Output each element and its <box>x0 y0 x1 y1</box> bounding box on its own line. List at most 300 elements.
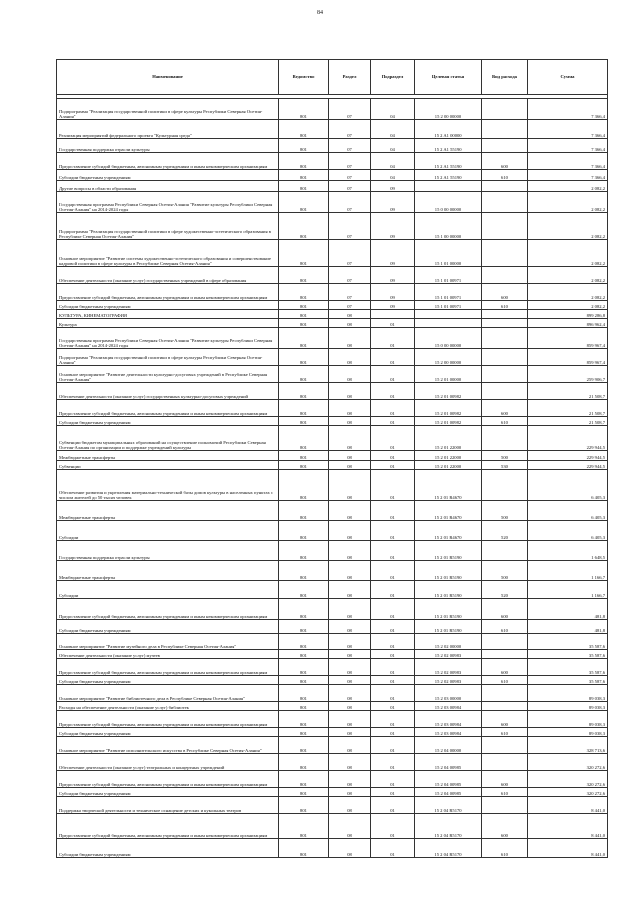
row-amount: 7 366,4 <box>528 170 608 181</box>
row-target-article: 15 2 01 R4670 <box>415 521 482 541</box>
row-target-article: 15 2 A1 00000 <box>415 120 482 139</box>
row-amount: 6 405,3 <box>528 501 608 521</box>
row-subsection: 04 <box>371 139 415 153</box>
row-target-article: 15 2 03 00984 <box>415 728 482 737</box>
row-expense-type: 600 <box>482 814 528 839</box>
row-section: 08 <box>329 501 371 521</box>
row-subsection: 01 <box>371 634 415 650</box>
table-row <box>57 400 608 417</box>
row-amount: 8 441,0 <box>528 797 608 814</box>
row-target-article: 15 1 01 00971 <box>415 284 482 301</box>
row-section: 08 <box>329 366 371 383</box>
table-row <box>57 153 608 170</box>
row-subsection: 01 <box>371 366 415 383</box>
row-target-article: 15 2 01 00982 <box>415 400 482 417</box>
row-amount: 1 166,7 <box>528 581 608 599</box>
row-department: 801 <box>279 659 329 676</box>
table-row <box>57 426 608 451</box>
table-row <box>57 366 608 383</box>
row-department: 801 <box>279 181 329 192</box>
row-name: Субсидии бюджетным учреждениям <box>57 788 279 797</box>
table-row <box>57 814 608 839</box>
row-subsection: 01 <box>371 521 415 541</box>
row-expense-type: 610 <box>482 620 528 634</box>
row-amount: 328 713,6 <box>528 737 608 754</box>
header-section: Раздел <box>329 60 371 95</box>
row-name: Предоставление субсидий бюджетным, автономным учреждениям и иным некоммерческим организациям <box>57 659 279 676</box>
row-subsection: 01 <box>371 737 415 754</box>
row-subsection: 01 <box>371 417 415 426</box>
header-subsection: Подраздел <box>371 60 415 95</box>
row-name: Культура <box>57 319 279 328</box>
row-amount: 481,8 <box>528 599 608 620</box>
row-name: Обеспечение развития и укрепления материально-технической базы домов культуры в населенных пунктах с числом жителей до 50 тысяч человек <box>57 470 279 501</box>
row-name: Предоставление субсидий бюджетным, автономным учреждениям и иным некоммерческим организациям <box>57 711 279 728</box>
row-amount: 229 944,5 <box>528 461 608 470</box>
row-department: 801 <box>279 581 329 599</box>
row-subsection: 01 <box>371 400 415 417</box>
row-amount: 8 441,0 <box>528 839 608 858</box>
table-row <box>57 541 608 561</box>
row-section: 08 <box>329 620 371 634</box>
row-target-article: 15 2 01 R5190 <box>415 581 482 599</box>
row-expense-type: 610 <box>482 301 528 310</box>
table-row <box>57 213 608 240</box>
row-target-article: 15 2 04 00000 <box>415 737 482 754</box>
row-subsection: 01 <box>371 650 415 659</box>
row-amount: 2 082,2 <box>528 213 608 240</box>
row-amount: 35 587,6 <box>528 676 608 685</box>
row-department: 801 <box>279 634 329 650</box>
row-amount: 1 166,7 <box>528 561 608 581</box>
row-expense-type: 610 <box>482 728 528 737</box>
row-department: 801 <box>279 310 329 319</box>
row-department: 801 <box>279 383 329 400</box>
row-name: Предоставление субсидий бюджетным, автономным учреждениям и иным некоммерческим организациям <box>57 771 279 788</box>
row-target-article: 15 2 04 00985 <box>415 788 482 797</box>
row-section: 07 <box>329 301 371 310</box>
table-row <box>57 634 608 650</box>
row-section: 07 <box>329 139 371 153</box>
row-name: Государственная программа Республики Северная Осетия-Алания "Развитие культуры Республики Северная Осетия-Алания" на 2014-2024 годы <box>57 192 279 213</box>
row-section: 07 <box>329 284 371 301</box>
row-subsection: 01 <box>371 451 415 461</box>
row-section: 08 <box>329 417 371 426</box>
row-subsection: 01 <box>371 685 415 702</box>
table-row <box>57 728 608 737</box>
row-department: 801 <box>279 213 329 240</box>
table-row <box>57 650 608 659</box>
row-target-article: 15 2 A1 55190 <box>415 139 482 153</box>
row-expense-type <box>482 685 528 702</box>
row-section: 07 <box>329 267 371 284</box>
row-section: 08 <box>329 541 371 561</box>
row-target-article: 15 2 02 00000 <box>415 634 482 650</box>
row-section: 08 <box>329 599 371 620</box>
table-row <box>57 319 608 328</box>
row-expense-type: 600 <box>482 400 528 417</box>
row-subsection: 01 <box>371 581 415 599</box>
row-section: 08 <box>329 461 371 470</box>
row-subsection: 01 <box>371 788 415 797</box>
table-row <box>57 685 608 702</box>
row-section: 08 <box>329 319 371 328</box>
row-subsection <box>371 310 415 319</box>
row-section: 07 <box>329 192 371 213</box>
table-row <box>57 581 608 599</box>
row-subsection: 01 <box>371 771 415 788</box>
row-section: 08 <box>329 426 371 451</box>
row-name: Подпрограмма "Реализация государственной политики в сфере культуры Республики Северная Осетия-Алания" <box>57 99 279 120</box>
row-expense-type <box>482 366 528 383</box>
row-target-article: 15 2 01 00982 <box>415 417 482 426</box>
row-target-article: 15 1 00 00000 <box>415 213 482 240</box>
row-target-article <box>415 319 482 328</box>
row-name: Государственная поддержка отрасли культуры <box>57 541 279 561</box>
row-amount: 89 038,3 <box>528 702 608 711</box>
row-expense-type <box>482 192 528 213</box>
row-section: 08 <box>329 839 371 858</box>
row-target-article: 15 2 01 R5190 <box>415 620 482 634</box>
row-target-article <box>415 310 482 319</box>
row-amount: 229 944,5 <box>528 426 608 451</box>
header-amount: Сумма <box>528 60 608 95</box>
row-target-article: 15 2 04 R5170 <box>415 814 482 839</box>
row-subsection: 01 <box>371 328 415 349</box>
row-section: 08 <box>329 310 371 319</box>
header-name: Наименование <box>57 60 279 95</box>
row-department: 801 <box>279 561 329 581</box>
row-target-article: 15 2 01 R5190 <box>415 599 482 620</box>
row-amount: 481,8 <box>528 620 608 634</box>
row-department: 801 <box>279 426 329 451</box>
row-expense-type: 500 <box>482 451 528 461</box>
row-target-article: 15 2 04 R5170 <box>415 797 482 814</box>
table-row <box>57 754 608 771</box>
row-subsection: 01 <box>371 620 415 634</box>
row-expense-type: 600 <box>482 659 528 676</box>
row-target-article: 15 1 01 00000 <box>415 240 482 267</box>
row-expense-type <box>482 120 528 139</box>
row-expense-type: 610 <box>482 170 528 181</box>
row-name: КУЛЬТУРА, КИНЕМАТОГРАФИЯ <box>57 310 279 319</box>
row-name: Обеспечение деятельности (оказание услуг) музеев <box>57 650 279 659</box>
row-expense-type: 610 <box>482 676 528 685</box>
row-name: Предоставление субсидий бюджетным, автономным учреждениям и иным некоммерческим организациям <box>57 153 279 170</box>
row-expense-type: 600 <box>482 771 528 788</box>
row-expense-type: 610 <box>482 839 528 858</box>
row-subsection: 01 <box>371 541 415 561</box>
row-target-article: 15 2 01 00000 <box>415 366 482 383</box>
row-name: Межбюджетные трансферты <box>57 561 279 581</box>
row-department: 801 <box>279 788 329 797</box>
row-amount: 2 082,2 <box>528 181 608 192</box>
row-section: 08 <box>329 349 371 366</box>
row-subsection: 04 <box>371 170 415 181</box>
table-row <box>57 99 608 120</box>
row-department: 801 <box>279 676 329 685</box>
row-section: 08 <box>329 685 371 702</box>
row-department: 801 <box>279 366 329 383</box>
row-amount: 8 441,0 <box>528 814 608 839</box>
row-subsection: 01 <box>371 461 415 470</box>
row-expense-type: 500 <box>482 561 528 581</box>
page-number: 84 <box>317 10 323 16</box>
row-section: 07 <box>329 213 371 240</box>
row-section: 08 <box>329 814 371 839</box>
row-subsection: 09 <box>371 301 415 310</box>
row-name: Основное мероприятие "Развитие исполнительского искусства в Республике Северная Осетия-Алания" <box>57 737 279 754</box>
row-subsection: 01 <box>371 659 415 676</box>
row-subsection: 09 <box>371 192 415 213</box>
row-department: 801 <box>279 139 329 153</box>
row-department: 801 <box>279 461 329 470</box>
row-target-article: 15 2 03 00984 <box>415 702 482 711</box>
row-department: 801 <box>279 685 329 702</box>
row-target-article: 15 1 01 00971 <box>415 267 482 284</box>
row-name: Межбюджетные трансферты <box>57 451 279 461</box>
table-row <box>57 170 608 181</box>
table-row <box>57 120 608 139</box>
row-subsection: 01 <box>371 728 415 737</box>
row-name: Подпрограмма "Реализация государственной политики в сфере культуры Республики Северная Осетия-Алания" <box>57 349 279 366</box>
row-section: 08 <box>329 634 371 650</box>
row-amount: 859 967,4 <box>528 328 608 349</box>
row-amount: 6 405,3 <box>528 470 608 501</box>
row-section: 08 <box>329 797 371 814</box>
row-expense-type <box>482 754 528 771</box>
row-amount: 259 906,7 <box>528 366 608 383</box>
row-name: Субсидии <box>57 581 279 599</box>
row-name: Субвенции <box>57 461 279 470</box>
row-subsection: 01 <box>371 839 415 858</box>
row-name: Предоставление субсидий бюджетным, автономным учреждениям и иным некоммерческим организациям <box>57 599 279 620</box>
table-row <box>57 383 608 400</box>
table-row <box>57 797 608 814</box>
row-section: 08 <box>329 676 371 685</box>
row-section: 08 <box>329 328 371 349</box>
row-amount: 859 967,4 <box>528 349 608 366</box>
row-section: 07 <box>329 120 371 139</box>
row-department: 801 <box>279 400 329 417</box>
row-amount: 320 272,6 <box>528 788 608 797</box>
row-subsection: 01 <box>371 426 415 451</box>
row-expense-type: 600 <box>482 284 528 301</box>
table-row <box>57 139 608 153</box>
row-expense-type <box>482 541 528 561</box>
row-expense-type <box>482 139 528 153</box>
row-name: Обеспечение деятельности (оказание услуг) государственных учреждений в сфере образования <box>57 267 279 284</box>
row-department: 801 <box>279 99 329 120</box>
row-target-article: 15 0 00 00000 <box>415 328 482 349</box>
row-name: Предоставление субсидий бюджетным, автономным учреждениям и иным некоммерческим организациям <box>57 814 279 839</box>
row-name: Обеспечение деятельности (оказание услуг) театральных и концертных учреждений <box>57 754 279 771</box>
row-section: 08 <box>329 737 371 754</box>
row-name: Субсидии бюджетным учреждениям <box>57 839 279 858</box>
row-expense-type <box>482 213 528 240</box>
row-subsection: 01 <box>371 797 415 814</box>
row-target-article: 15 2 01 R4670 <box>415 501 482 521</box>
table-row <box>57 620 608 634</box>
row-name: Обеспечение деятельности (оказание услуг) государственных культурно-досуговых учреждений <box>57 383 279 400</box>
row-target-article: 15 2 01 22000 <box>415 426 482 451</box>
row-department: 801 <box>279 153 329 170</box>
row-target-article: 15 2 04 00985 <box>415 771 482 788</box>
row-department: 801 <box>279 541 329 561</box>
row-amount: 7 366,4 <box>528 99 608 120</box>
row-target-article: 15 2 01 22000 <box>415 451 482 461</box>
table-row <box>57 561 608 581</box>
row-name: Субсидии бюджетным учреждениям <box>57 620 279 634</box>
table-header-row <box>57 60 608 95</box>
row-section: 07 <box>329 170 371 181</box>
row-target-article: 15 1 01 00971 <box>415 301 482 310</box>
row-amount: 2 082,2 <box>528 301 608 310</box>
row-section: 07 <box>329 153 371 170</box>
row-section: 08 <box>329 788 371 797</box>
table-row <box>57 267 608 284</box>
row-subsection: 01 <box>371 702 415 711</box>
row-name: Субсидии бюджетным учреждениям <box>57 301 279 310</box>
row-subsection: 01 <box>371 754 415 771</box>
row-department: 801 <box>279 120 329 139</box>
row-expense-type: 610 <box>482 788 528 797</box>
row-amount: 2 082,2 <box>528 240 608 267</box>
row-department: 801 <box>279 501 329 521</box>
row-name: Субсидии <box>57 521 279 541</box>
row-amount: 896 962,4 <box>528 319 608 328</box>
row-amount: 21 508,7 <box>528 400 608 417</box>
row-department: 801 <box>279 349 329 366</box>
row-expense-type <box>482 240 528 267</box>
row-section: 08 <box>329 581 371 599</box>
row-section: 07 <box>329 181 371 192</box>
row-department: 801 <box>279 797 329 814</box>
table-row <box>57 301 608 310</box>
row-section: 08 <box>329 470 371 501</box>
row-expense-type: 600 <box>482 153 528 170</box>
row-section: 08 <box>329 728 371 737</box>
row-name: Государственная поддержка отрасли культуры <box>57 139 279 153</box>
row-amount: 229 944,5 <box>528 451 608 461</box>
row-target-article: 15 0 00 00000 <box>415 192 482 213</box>
row-target-article: 15 2 02 00983 <box>415 659 482 676</box>
row-name: Предоставление субсидий бюджетным, автономным учреждениям и иным некоммерческим организациям <box>57 284 279 301</box>
row-subsection: 01 <box>371 676 415 685</box>
row-department: 801 <box>279 284 329 301</box>
table-row <box>57 328 608 349</box>
row-department: 801 <box>279 620 329 634</box>
row-expense-type <box>482 99 528 120</box>
row-department: 801 <box>279 301 329 310</box>
row-target-article: 15 2 01 R4670 <box>415 470 482 501</box>
row-target-article: 15 2 04 00985 <box>415 754 482 771</box>
row-target-article: 15 2 00 00000 <box>415 99 482 120</box>
row-subsection: 01 <box>371 561 415 581</box>
row-section: 08 <box>329 561 371 581</box>
table-row <box>57 461 608 470</box>
header-target-article: Целевая статья <box>415 60 482 95</box>
row-target-article: 15 2 04 R5170 <box>415 839 482 858</box>
row-target-article: 15 2 00 00000 <box>415 349 482 366</box>
row-expense-type <box>482 797 528 814</box>
row-expense-type: 530 <box>482 461 528 470</box>
row-target-article: 15 2 03 00984 <box>415 711 482 728</box>
row-amount: 21 508,7 <box>528 417 608 426</box>
row-subsection: 09 <box>371 267 415 284</box>
row-department: 801 <box>279 267 329 284</box>
row-target-article: 15 2 01 R5190 <box>415 541 482 561</box>
row-department: 801 <box>279 192 329 213</box>
row-amount: 21 508,7 <box>528 383 608 400</box>
row-amount: 320 272,6 <box>528 754 608 771</box>
row-section: 08 <box>329 451 371 461</box>
row-expense-type <box>482 383 528 400</box>
row-expense-type: 520 <box>482 521 528 541</box>
row-name: Поддержка творческой деятельности и техническое оснащение детских и кукольных театров <box>57 797 279 814</box>
header-department: Ведомство <box>279 60 329 95</box>
row-section: 08 <box>329 771 371 788</box>
row-amount: 35 587,6 <box>528 659 608 676</box>
row-expense-type <box>482 634 528 650</box>
row-name: Другие вопросы в области образования <box>57 181 279 192</box>
row-expense-type: 600 <box>482 711 528 728</box>
row-department: 801 <box>279 470 329 501</box>
row-department: 801 <box>279 319 329 328</box>
row-department: 801 <box>279 814 329 839</box>
table-row <box>57 737 608 754</box>
row-target-article: 15 2 01 R5190 <box>415 561 482 581</box>
row-name: Основное мероприятие "Развитие деятельности культурно-досуговых учреждений в Республике Северная Осетия-Алания" <box>57 366 279 383</box>
table-row <box>57 192 608 213</box>
row-target-article: 15 2 A1 55190 <box>415 170 482 181</box>
row-section: 08 <box>329 659 371 676</box>
row-amount: 89 038,3 <box>528 728 608 737</box>
row-department: 801 <box>279 650 329 659</box>
row-name: Основное мероприятие "Развитие музейного дела в Республике Северная Осетия-Алания" <box>57 634 279 650</box>
row-department: 801 <box>279 521 329 541</box>
row-amount: 35 587,6 <box>528 634 608 650</box>
row-amount: 7 366,4 <box>528 120 608 139</box>
row-name: Субсидии бюджетным учреждениям <box>57 728 279 737</box>
table-row <box>57 470 608 501</box>
row-name: Основное мероприятие "Развитие системы художественно-эстетического образования и совершенствование кадровой политики в сфере культуры в Республике Северная Осетия-Алания" <box>57 240 279 267</box>
row-name: Субвенции бюджетам муниципальных образований на осуществление полномочий Республики Северная Осетия-Алания по организации и поддержке учреждений культуры <box>57 426 279 451</box>
row-amount: 7 366,4 <box>528 139 608 153</box>
row-amount: 2 082,2 <box>528 284 608 301</box>
row-section: 07 <box>329 99 371 120</box>
row-subsection: 01 <box>371 470 415 501</box>
row-expense-type <box>482 267 528 284</box>
table-row <box>57 349 608 366</box>
table-row <box>57 676 608 685</box>
row-department: 801 <box>279 839 329 858</box>
row-section: 07 <box>329 240 371 267</box>
row-section: 08 <box>329 711 371 728</box>
row-department: 801 <box>279 702 329 711</box>
table-row <box>57 521 608 541</box>
row-amount: 320 272,6 <box>528 771 608 788</box>
row-section: 08 <box>329 521 371 541</box>
header-expense-type: Вид расхода <box>482 60 528 95</box>
row-target-article: 15 2 A1 55190 <box>415 153 482 170</box>
row-department: 801 <box>279 240 329 267</box>
table-row <box>57 839 608 858</box>
row-expense-type <box>482 310 528 319</box>
row-subsection: 09 <box>371 284 415 301</box>
row-expense-type <box>482 470 528 501</box>
row-amount: 899 286,8 <box>528 310 608 319</box>
